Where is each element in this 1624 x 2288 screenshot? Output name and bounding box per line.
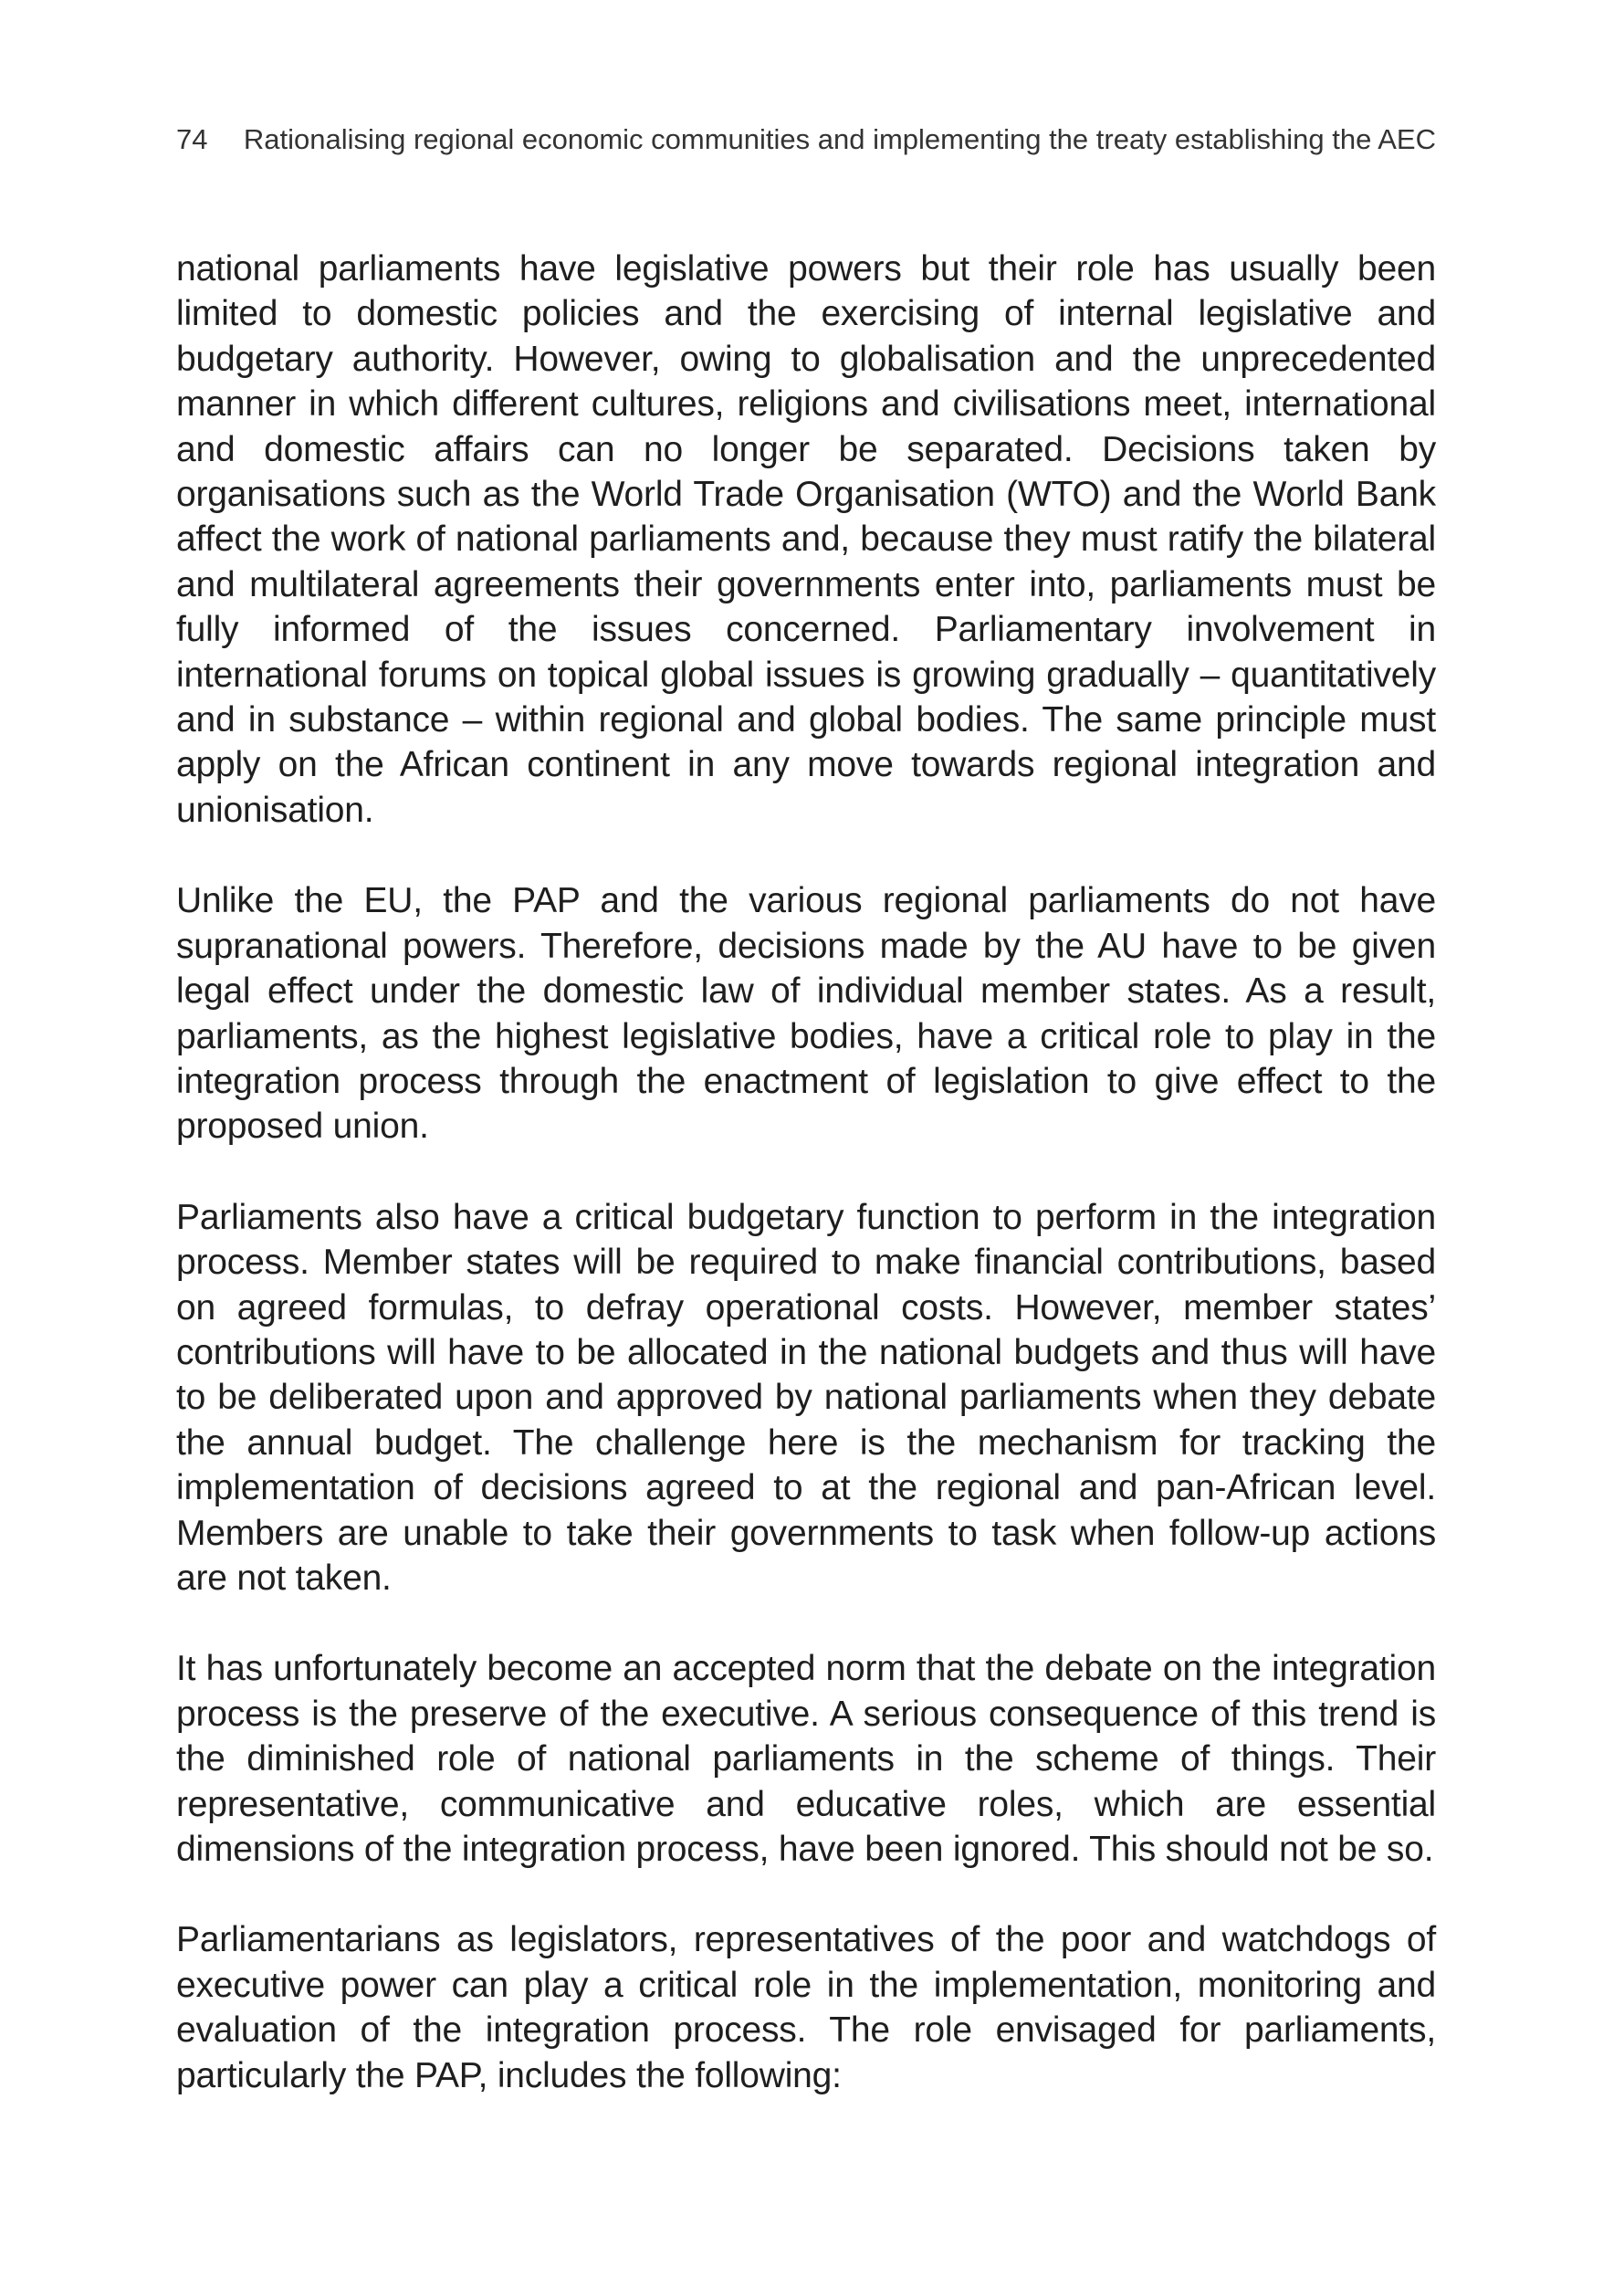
paragraph-4: It has unfortunately become an accepted norm that the debate on the integration process is the preserve of the executive. A serious consequence of this trend is the diminished role of national parliaments in the scheme of things. Their representative, communicative and educative roles, which are essential dimensions of the integration process, have been ignored. This should not be so.: [176, 1649, 1436, 1869]
paragraph-3: Parliaments also have a critical budgetary function to perform in the integration process. Member states will be required to make financial contributions, based on agreed formulas, to defray operational costs. However, member states’ contributions will have to be allocated in the national budgets and thus will have to be deliberated upon and approved by national parliaments when they debate the annual budget. The challenge here is the mechanism for tracking the implementation of decisions agreed to at the regional and pan-African level. Members are unable to take their governments to task when follow-up actions are not taken.: [176, 1197, 1436, 1598]
paragraph-1: national parliaments have legislative powers but their role has usually been limited to domestic policies and the exercising of internal legislative and budgetary authority. However, owing to globalisation and the unprecedented manner in which different cultures, religions and civilisations meet, international and domestic affairs can no longer be separated. Decisions taken by organisations such as the World Trade Organisation (WTO) and the World Bank affect the work of national parliaments and, because they must ratify the bilateral and multilateral agreements their governments enter into, parliaments must be fully informed of the issues concerned. Parliamentary involvement in international forums on topical global issues is growing gradually – quantitatively and in substance – within regional and global bodies. The same principle must apply on the African continent in any move towards regional integration and unionisation.: [176, 249, 1436, 830]
body-text: [176, 247, 1436, 2144]
paragraph-2: Unlike the EU, the PAP and the various regional parliaments do not have supranational powers. Therefore, decisions made by the AU have to be given legal effect under the domestic law of individual member states. As a result, parliaments, as the highest legislative bodies, have a critical role to play in the integration process through the enactment of legislation to give effect to the proposed union.: [176, 881, 1436, 1147]
running-header-title: Rationalising regional economic communities and implementing the treaty establishing the AEC: [243, 123, 1436, 155]
page-number: 74: [176, 123, 208, 155]
paragraph-5: Parliamentarians as legislators, representatives of the poor and watchdogs of executive power can play a critical role in the implementation, monitoring and evaluation of the integration process. The role envisaged for parliaments, particularly the PAP, includes the following:: [176, 1920, 1436, 2095]
running-header: [176, 117, 1436, 163]
